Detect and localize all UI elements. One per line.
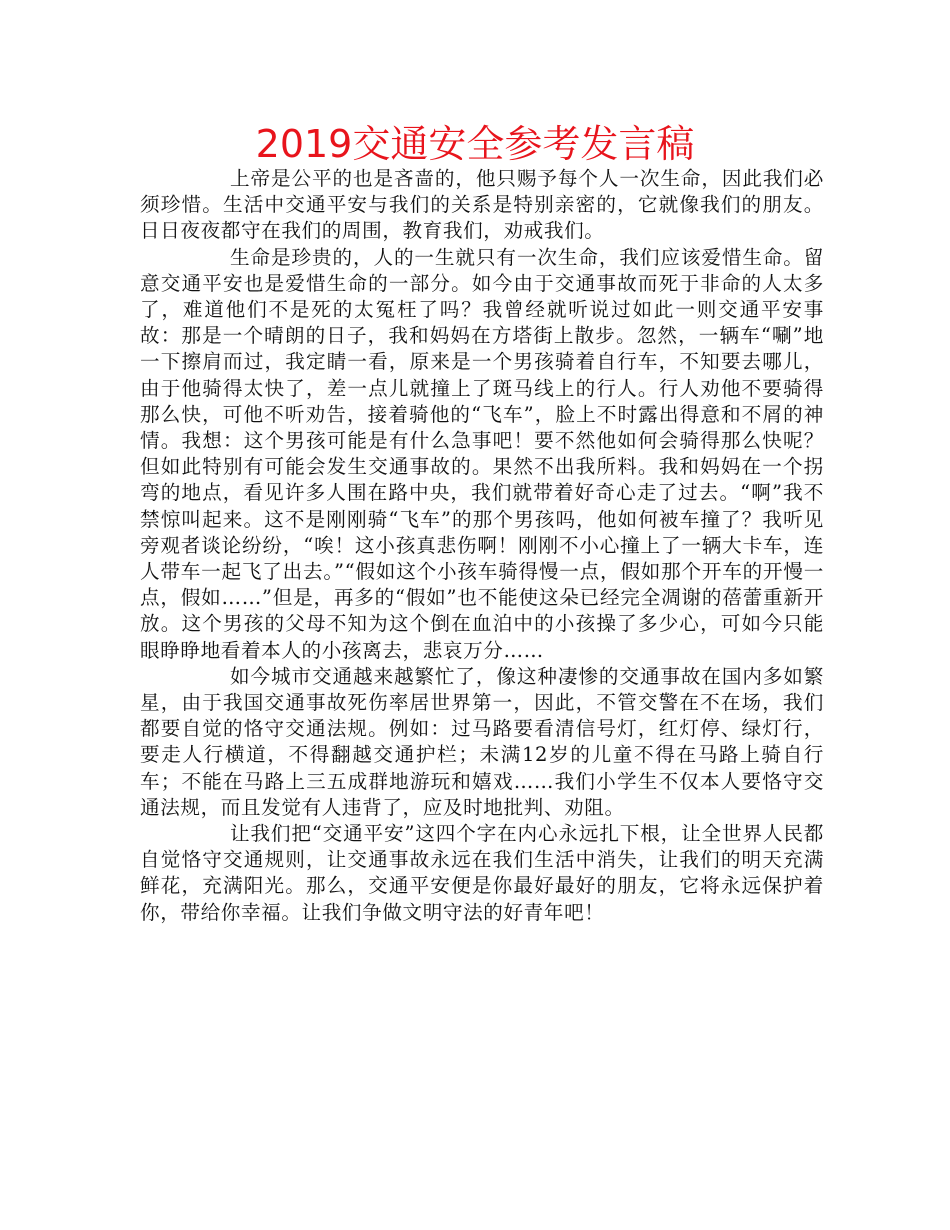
paragraph-1: 上帝是公平的也是吝啬的，他只赐予每个人一次生命，因此我们必须珍惜。生活中交通平安与我们的关系是特别亲密的，它就像我们的朋友。日日夜夜都守在我们的周围，教育我们，劝戒我们。 [140,167,824,243]
paragraph-3: 如今城市交通越来越繁忙了，像这种凄惨的交通事故在国内多如繁星，由于我国交通事故死伤率居世界第一，因此，不管交警在不在场，我们都要自觉的恪守交通法规。例如：过马路要看清信号灯，红灯停、绿灯行，要走人行横道，不得翻越交通护栏；未满12岁的儿童不得在马路上骑自行车；不能在马路上三五成群地游玩和嬉戏……我们小学生不仅本人要恪守交通法规，而且发觉有人违背了，应及时地批判、劝阻。 [140,664,824,819]
document-body [140,166,824,926]
document-title: 2019交通安全参考发言稿 [255,122,695,166]
paragraph-4: 让我们把“交通平安”这四个字在内心永远扎下根，让全世界人民都自觉恪守交通规则，让交通事故永远在我们生活中消失，让我们的明天充满鲜花，充满阳光。那么，交通平安便是你最好最好的朋友，它将永远保护着你，带给你幸福。让我们争做文明守法的好青年吧！ [140,822,824,924]
paragraph-2: 生命是珍贵的，人的一生就只有一次生命，我们应该爱惜生命。留意交通平安也是爱惜生命的一部分。如今由于交通事故而死于非命的人太多了，难道他们不是死的太冤枉了吗？我曾经就听说过如此一则交通平安事故：那是一个晴朗的日子，我和妈妈在方塔街上散步。忽然，一辆车“唰”地一下擦肩而过，我定睛一看，原来是一个男孩骑着自行车，不知要去哪儿，由于他骑得太快了，差一点儿就撞上了斑马线上的行人。行人劝他不要骑得那么快，可他不听劝告，接着骑他的“飞车”，脸上不时露出得意和不屑的神情。我想：这个男孩可能是有什么急事吧！要不然他如何会骑得那么快呢？但如此特别有可能会发生交通事故的。果然不出我所料。我和妈妈在一个拐弯的地点，看见许多人围在路中央，我们就带着好奇心走了过去。“啊”我不禁惊叫起来。这不是刚刚骑“飞车”的那个男孩吗，他如何被车撞了？我听见旁观者谈论纷纷，“唉！这小孩真悲伤啊！刚刚不小心撞上了一辆大卡车，连人带车一起飞了出去。”“假如这个小孩车骑得慢一点，假如那个开车的开慢一点，假如……”但是，再多的“假如”也不能使这朵已经完全凋谢的蓓蕾重新开放。这个男孩的父母不知为这个倒在血泊中的小孩操了多少心，可如今只能眼睁睁地看着本人的小孩离去，悲哀万分…… [140,245,824,662]
